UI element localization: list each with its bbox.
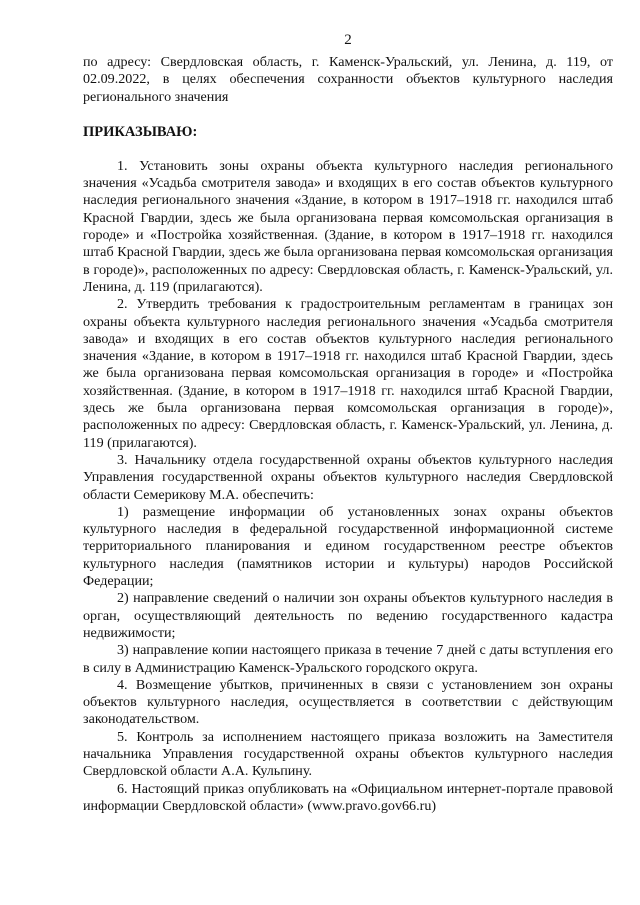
intro-paragraph: по адресу: Свердловская область, г. Каменск-Уральский, ул. Ленина, д. 119, от 02.09.2022, в целях обеспечения сохранности объектов культурного наследия регионального значения: [83, 54, 613, 105]
order-heading: ПРИКАЗЫВАЮ:: [83, 123, 198, 140]
paragraph-3: 3. Начальнику отдела государственной охраны объектов культурного наследия Управления государственной охраны объектов культурного наследия Свердловской области Семерикову М.А. обеспечить:: [83, 451, 613, 503]
paragraph-6: 6. Настоящий приказ опубликовать на «Официальном интернет-портале правовой информации Свердловской области» (www.pravo.gov66.ru): [83, 780, 613, 814]
paragraph-5: 5. Контроль за исполнением настоящего приказа возложить на Заместителя начальника Управления государственной охраны объектов культурного наследия Свердловской области А.А. Кульпину.: [83, 728, 613, 780]
page-number: 2: [344, 32, 352, 48]
subparagraph-3: 3) направление копии настоящего приказа в течение 7 дней с даты вступления его в силу в Администрацию Каменск-Уральского городского округа.: [83, 642, 613, 676]
document-page: [83, 30, 613, 815]
subparagraph-1: 1) размещение информации об установленных зонах охраны объектов культурного наследия в федеральной государственной информационной системе территориального планирования и едином государственном реестре объектов культурного наследия (памятников истории и культуры) народов Российской Федерации;: [83, 503, 613, 590]
paragraph-1: 1. Установить зоны охраны объекта культурного наследия регионального значения «Усадьба смотрителя завода» и входящих в его состав объектов культурного наследия регионального значения «Здание, в котором в 1917–1918 гг. находился штаб Красной Гвардии, здесь же была организована первая комсомольская организация в городе» и «Постройка хозяйственная. (Здание, в котором в 1917–1918 гг. находился штаб Красной Гвардии, здесь же была организована первая комсомольская организация в городе)», расположенных по адресу: Свердловская область, г. Каменск-Уральский, ул. Ленина, д. 119 (прилагаются).: [83, 157, 613, 295]
paragraph-2: 2. Утвердить требования к градостроительным регламентам в границах зон охраны объекта культурного наследия регионального значения «Усадьба смотрителя завода» и входящих в его состав объектов культурного наследия регионального значения «Здание, в котором в 1917–1918 гг. находился штаб Красной Гвардии, здесь же была организована первая комсомольская организация в городе» и «Постройка хозяйственная. (Здание, в котором в 1917–1918 гг. находился штаб Красной Гвардии, здесь же была организована первая комсомольская организация в городе)», расположенных по адресу: Свердловская область, г. Каменск-Уральский, ул. Ленина, д. 119 (прилагаются).: [83, 296, 613, 451]
subparagraph-2: 2) направление сведений о наличии зон охраны объектов культурного наследия в орган, осуществляющий деятельность по ведению государственного кадастра недвижимости;: [83, 590, 613, 641]
paragraph-4: 4. Возмещение убытков, причиненных в связи с установлением зон охраны объектов культурного наследия, осуществляется в соответствии с действующим законодательством.: [83, 676, 613, 728]
